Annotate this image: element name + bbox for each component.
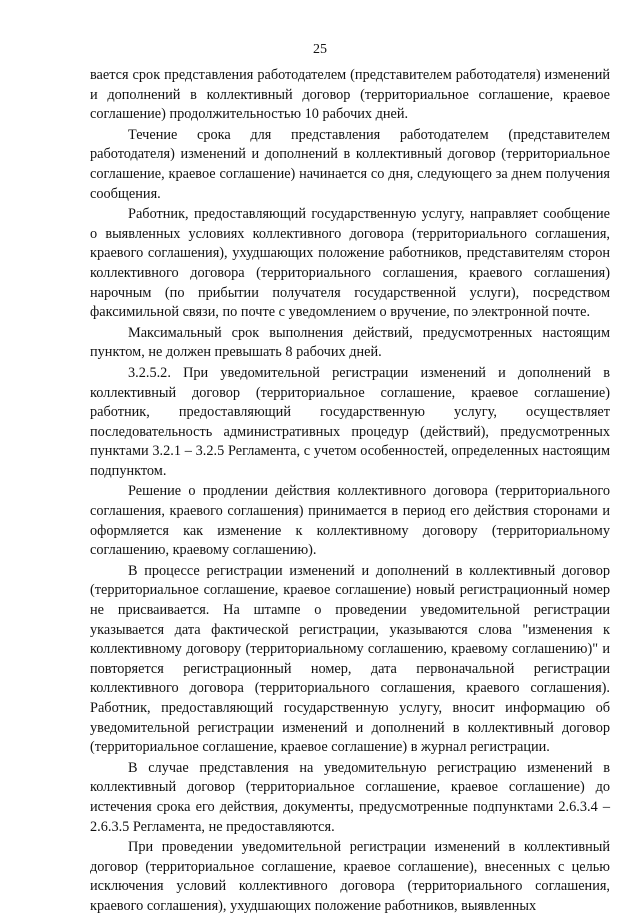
paragraph-2: Течение срока для представления работодателем (представителем работодателя) изменений и дополнений в коллективный договор (территориальное соглашение, краевое соглашение) начинается со дня, следующего за днем получения сообщения. [90, 126, 610, 202]
paragraph-5: 3.2.5.2. При уведомительной регистрации изменений и дополнений в коллективный договор (территориальное соглашение, краевое соглашение) работник, предоставляющий государственную услугу, осуществляет последовательность административных процедур (действий), предусмотренных пунктами 3.2.1 – 3.2.5 Регламента, с учетом особенностей, определенных настоящим подпунктом. [90, 364, 610, 479]
page-number: 25 [313, 42, 327, 57]
document-body [90, 66, 610, 917]
paragraph-3: Работник, предоставляющий государственную услугу, направляет сообщение о выявленных условиях коллективного договора (территориального соглашения, краевого соглашения), ухудшающих положение работников, представителям сторон коллективного договора (территориального соглашения, краевого соглашения) нарочным (по прибытии получателя государственной услуги), посредством факсимильной связи, по почте с уведомлением о вручение, по электронной почте. [90, 206, 610, 321]
paragraph-9: При проведении уведомительной регистрации изменений в коллективный договор (территориальное соглашение, краевое соглашение), внесенных с целью исключения условий коллективного договора (территориального соглашения, краевого соглашения), ухудшающих положение работников, выявленных [90, 839, 610, 914]
paragraph-1: вается срок представления работодателем (представителем работодателя) изменений и дополнений в коллективный договор (территориальное соглашение, краевое соглашение) продолжительностью 10 рабочих дней. [90, 67, 610, 123]
paragraph-4: Максимальный срок выполнения действий, предусмотренных настоящим пунктом, не должен превышать 8 рабочих дней. [90, 324, 610, 361]
paragraph-7: В процессе регистрации изменений и дополнений в коллективный договор (территориальное соглашение, краевое соглашение) новый регистрационный номер не присваивается. На штампе о проведении уведомительной регистрации указывается дата фактической регистрации, указываются слова "изменения к коллективному договору (территориальному соглашению, краевому соглашению)" и повторяется регистрационный номер, дата первоначальной регистрации коллективного договора (территориального соглашения, краевого соглашения). Работник, предоставляющий государственную услугу, вносит информацию об уведомительной регистрации изменений и дополнений в коллективный договор (территориальное соглашение, краевое соглашение) в журнал регистрации. [90, 562, 610, 756]
paragraph-6: Решение о продлении действия коллективного договора (территориального соглашения, краевого соглашения) принимается в период его действия сторонами и оформляется как изменение к коллективному договору (территориальному соглашению, краевому соглашению). [90, 483, 610, 559]
paragraph-8: В случае представления на уведомительную регистрацию изменений в коллективный договор (территориальное соглашение, краевое соглашение) до истечения срока его действия, документы, предусмотренные подпунктами 2.6.3.4 – 2.6.3.5 Регламента, не предоставляются. [90, 759, 610, 835]
